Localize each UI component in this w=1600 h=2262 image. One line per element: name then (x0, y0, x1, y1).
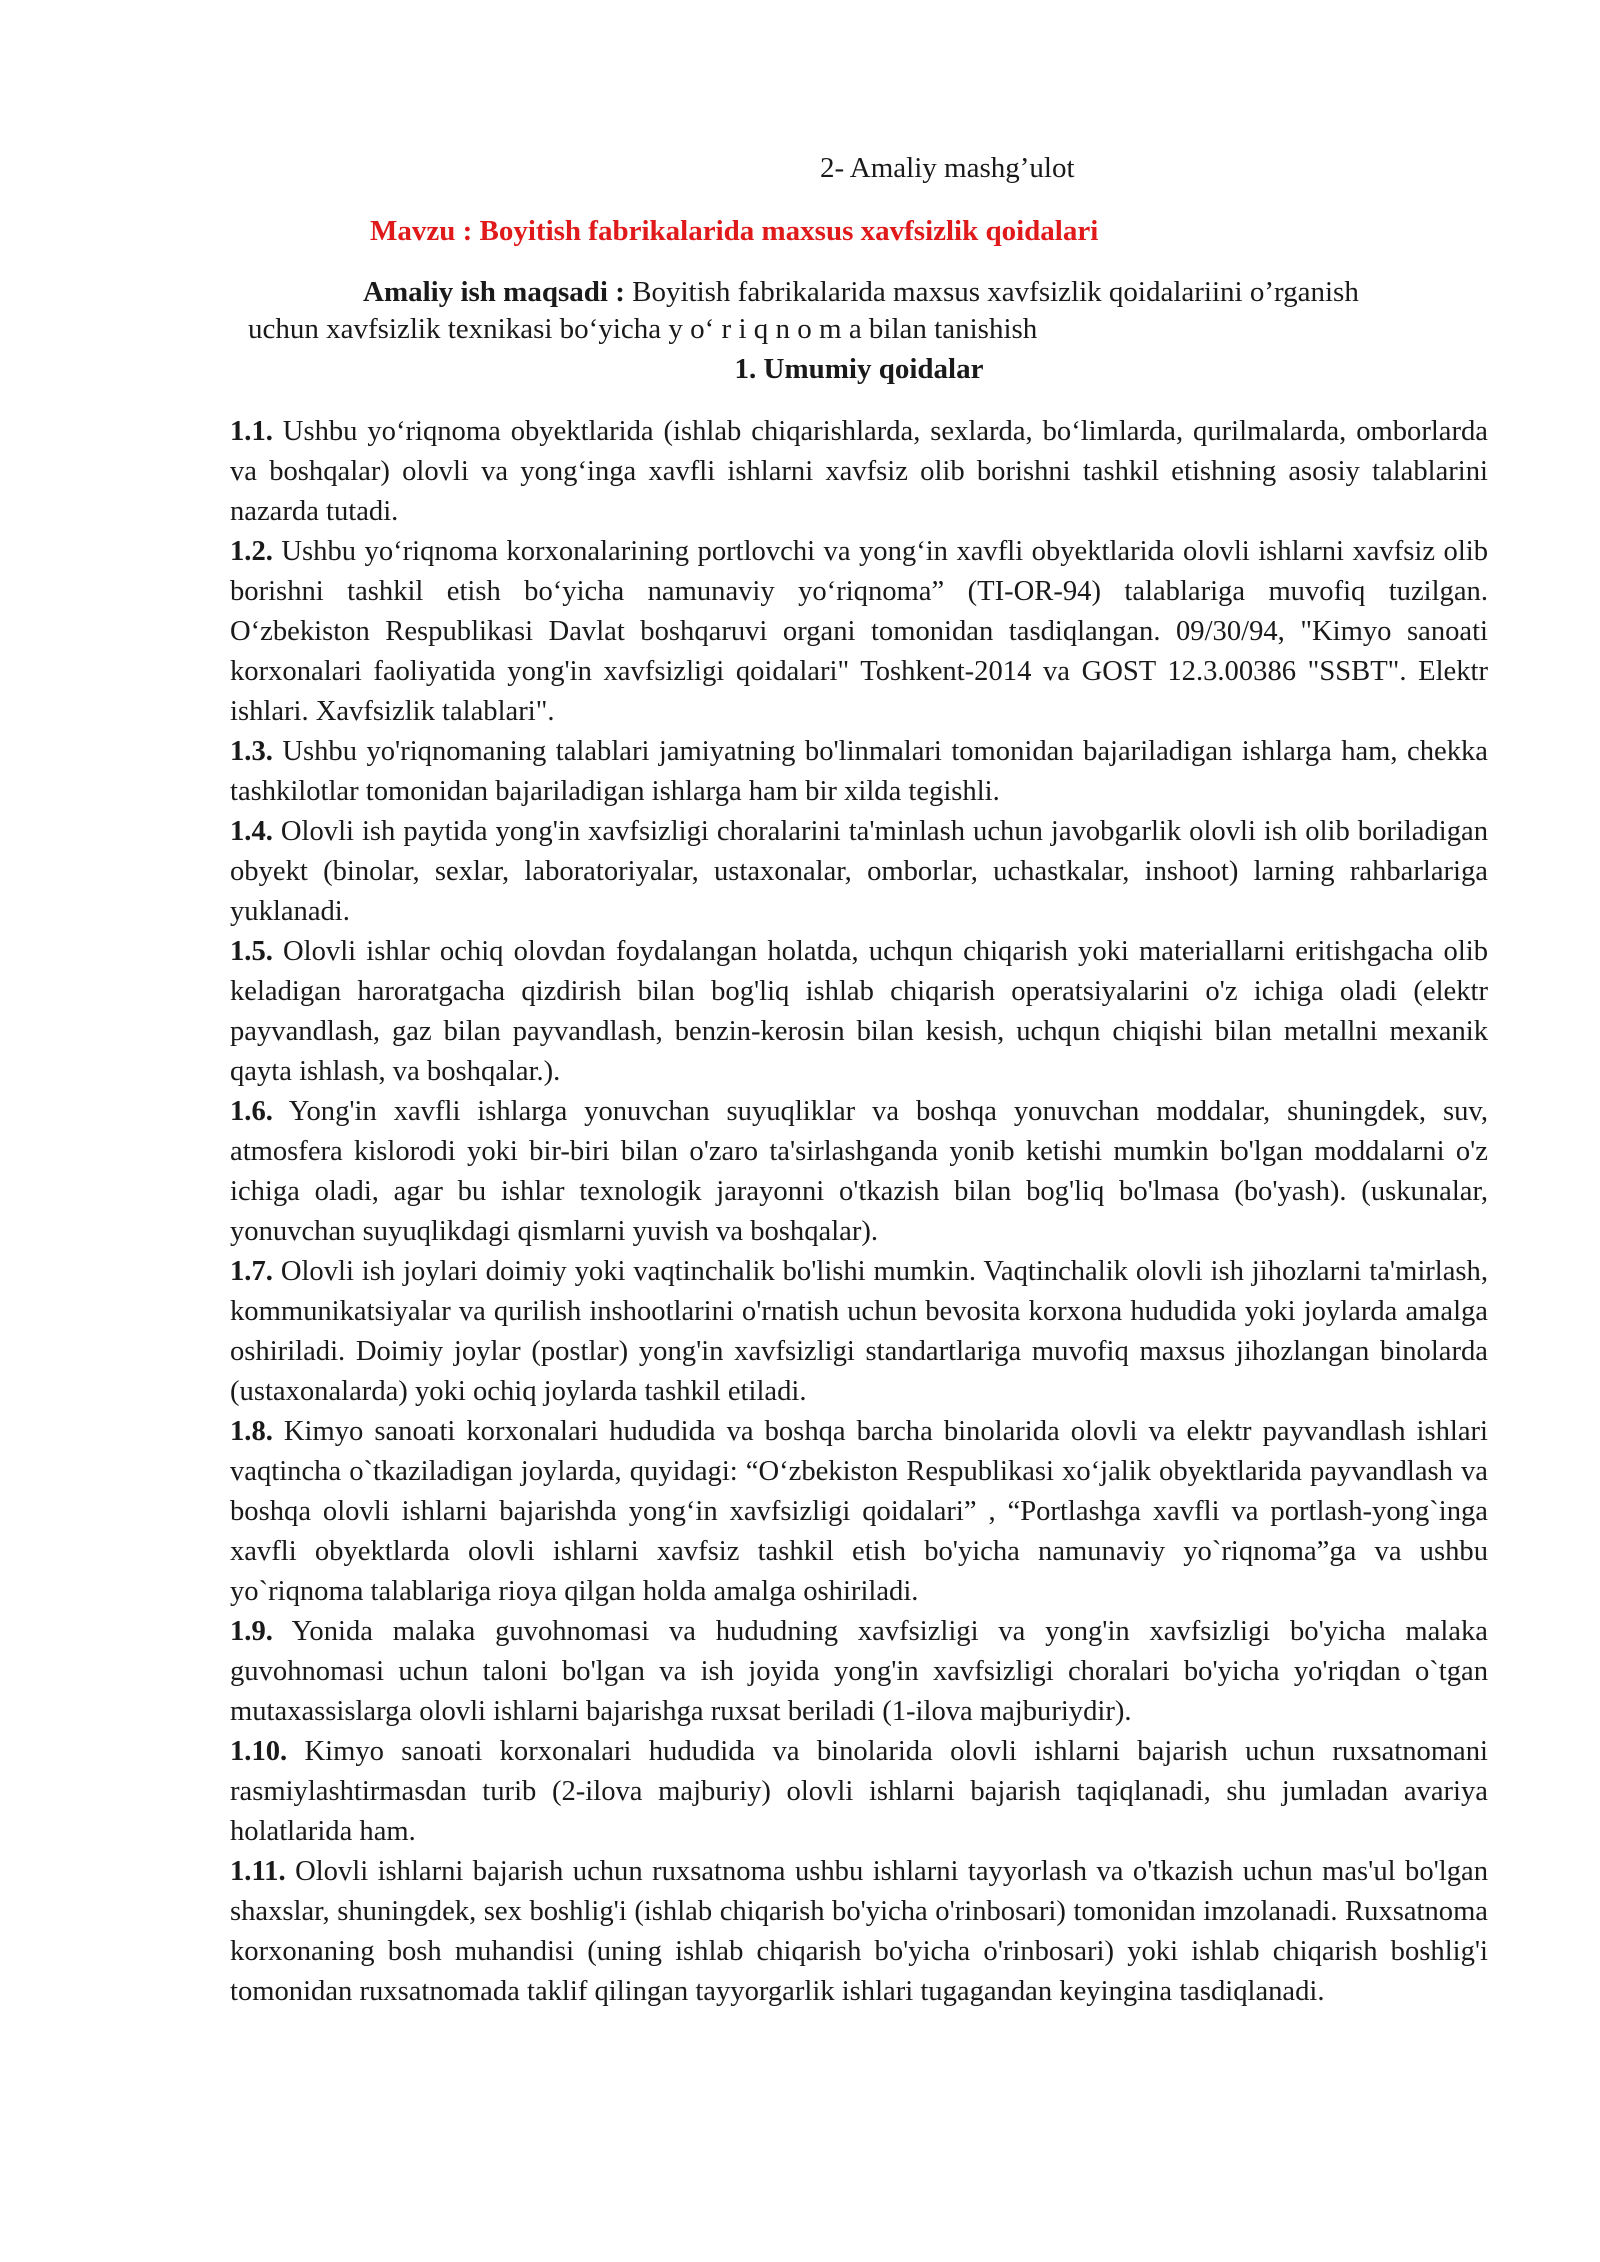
lesson-title: 2- Amaliy mashg’ulot (820, 152, 1075, 184)
rule-text: Kimyo sanoati korxonalari hududida va boshqa barcha binolarida olovli va elektr payvandlash ishlari vaqtincha o`tkaziladigan joylarda, quyidagi: “O‘zbekiston Respublikasi xo‘jalik obyektlarida payvandlash va boshqa olovli ishlarni bajarishda yong‘in xavfsizligi qoidalari” , “Portlashga xavfli va portlash-yong`inga xavfli obyektlarda olovli ishlarni xavfsiz tashkil etish bo'yicha namunaviy yo`riqnoma”ga va ushbu yo`riqnoma talablariga rioya qilgan holda amalga oshiriladi. (230, 1416, 1488, 1607)
rule-paragraph (230, 932, 1488, 1092)
goal-line-1 (248, 274, 1488, 311)
rule-paragraph (230, 1612, 1488, 1732)
rule-text: Olovli ish joylari doimiy yoki vaqtinchalik bo'lishi mumkin. Vaqtinchalik olovli ish jihozlarni ta'mirlash, kommunikatsiyalar va qurilish inshootlarini o'rnatish uchun bevosita korxona hududida yoki joylarda amalga oshiriladi. Doimiy joylar (postlar) yong'in xavfsizligi standartlariga muvofiq maxsus jihozlangan binolarda (ustaxonalarda) yoki ochiq joylarda tashkil etiladi. (230, 1256, 1488, 1407)
rule-number: 1.4. (230, 816, 273, 847)
rules-body (230, 412, 1488, 2012)
rule-paragraph (230, 1252, 1488, 1412)
rule-paragraph (230, 1412, 1488, 1612)
goal-text-1: Boyitish fabrikalarida maxsus xavfsizlik qoidalariini o’rganish (624, 276, 1359, 308)
rule-number: 1.3. (230, 736, 273, 767)
rule-text: Yonida malaka guvohnomasi va hududning xavfsizligi va yong'in xavfsizligi bo'yicha malaka guvohnomasi uchun taloni bo'lgan va ish joyida yong'in xavfsizligi choralari bo'yicha yo'riqdan o`tgan mutaxassislarga olovli ishlarni bajarishga ruxsat beriladi (1-ilova majburiydir). (230, 1616, 1488, 1727)
goal-label: Amaliy ish maqsadi : (363, 276, 625, 308)
rule-text: Yong'in xavfli ishlarga yonuvchan suyuqliklar va boshqa yonuvchan moddalar, shuningdek, suv, atmosfera kislorodi yoki bir-biri bilan o'zaro ta'sirlashganda yonib ketishi mumkin bo'lgan moddalarni o'z ichiga oladi, agar bu ishlar texnologik jarayonni o'tkazish bilan bog'liq bo'lmasa (bo'yash). (uskunalar, yonuvchan suyuqlikdagi qismlarni yuvish va boshqalar). (230, 1096, 1488, 1247)
rule-number: 1.1. (230, 416, 273, 447)
rule-number: 1.10. (230, 1736, 288, 1767)
topic-title: Mavzu : Boyitish fabrikalarida maxsus xavfsizlik qoidalari (370, 215, 1099, 247)
rule-text: Ushbu yo‘riqnoma korxonalarining portlovchi va yong‘in xavfli obyektlarida olovli ishlarni xavfsiz olib borishni tashkil etish bo‘yicha namunaviy yo‘riqnoma” (TI-OR-94) talablariga muvofiq tuzilgan. O‘zbekiston Respublikasi Davlat boshqaruvi organi tomonidan tasdiqlangan. 09/30/94, "Kimyo sanoati korxonalari faoliyatida yong'in xavfsizligi qoidalari" Toshkent-2014 va GOST 12.3.00386 "SSBT". Elektr ishlari. Xavfsizlik talablari". (230, 536, 1488, 727)
rule-paragraph (230, 1092, 1488, 1252)
rule-paragraph (230, 1852, 1488, 2012)
rule-paragraph (230, 532, 1488, 732)
rule-text: Ushbu yo'riqnomaning talablari jamiyatning bo'linmalari tomonidan bajariladigan ishlarga ham, chekka tashkilotlar tomonidan bajariladigan ishlarga ham bir xilda tegishli. (230, 736, 1488, 807)
rule-paragraph (230, 812, 1488, 932)
rule-number: 1.6. (230, 1096, 273, 1127)
rule-number: 1.8. (230, 1416, 273, 1447)
goal-line-2: uchun xavfsizlik texnikasi bo‘yicha y o‘ r i q n o m a bilan tanishish (248, 313, 1038, 345)
goal-paragraph (248, 274, 1488, 348)
rule-number: 1.5. (230, 936, 273, 967)
rule-paragraph (230, 732, 1488, 812)
rule-number: 1.9. (230, 1616, 273, 1647)
rule-text: Olovli ishlar ochiq olovdan foydalangan holatda, uchqun chiqarish yoki materiallarni eritishgacha olib keladigan haroratgacha qizdirish bilan bog'liq ishlab chiqarish operatsiyalarini o'z ichiga oladi (elektr payvandlash, gaz bilan payvandlash, benzin-kerosin bilan kesish, uchqun chiqishi bilan metallni mexanik qayta ishlash, va boshqalar.). (230, 936, 1488, 1087)
rule-number: 1.7. (230, 1256, 273, 1287)
rule-text: Olovli ishlarni bajarish uchun ruxsatnoma ushbu ishlarni tayyorlash va o'tkazish uchun mas'ul bo'lgan shaxslar, shuningdek, sex boshlig'i (ishlab chiqarish bo'yicha o'rinbosari) tomonidan imzolanadi. Ruxsatnoma korxonaning bosh muhandisi (uning ishlab chiqarish bo'yicha o'rinbosari) yoki ishlab chiqarish boshlig'i tomonidan ruxsatnomada taklif qilingan tayyorgarlik ishlari tugagandan keyingina tasdiqlanadi. (230, 1856, 1488, 2007)
rule-text: Ushbu yo‘riqnoma obyektlarida (ishlab chiqarishlarda, sexlarda, bo‘limlarda, qurilmalarda, omborlarda va boshqalar) olovli va yong‘inga xavfli ishlarni xavfsiz olib borishni tashkil etishning asosiy talablarini nazarda tutadi. (230, 416, 1488, 527)
rule-number: 1.2. (230, 536, 273, 567)
rule-text: Olovli ish paytida yong'in xavfsizligi choralarini ta'minlash uchun javobgarlik olovli ish olib boriladigan obyekt (binolar, sexlar, laboratoriyalar, ustaxonalar, omborlar, uchastkalar, inshoot) larning rahbarlariga yuklanadi. (230, 816, 1488, 927)
rule-paragraph (230, 412, 1488, 532)
section-heading: 1. Umumiy qoidalar (734, 353, 984, 385)
rule-text: Kimyo sanoati korxonalari hududida va binolarida olovli ishlarni bajarish uchun ruxsatnomani rasmiylashtirmasdan turib (2-ilova majburiy) olovli ishlarni bajarish taqiqlanadi, shu jumladan avariya holatlarida ham. (230, 1736, 1488, 1847)
rule-number: 1.11. (230, 1856, 286, 1887)
rule-paragraph (230, 1732, 1488, 1852)
